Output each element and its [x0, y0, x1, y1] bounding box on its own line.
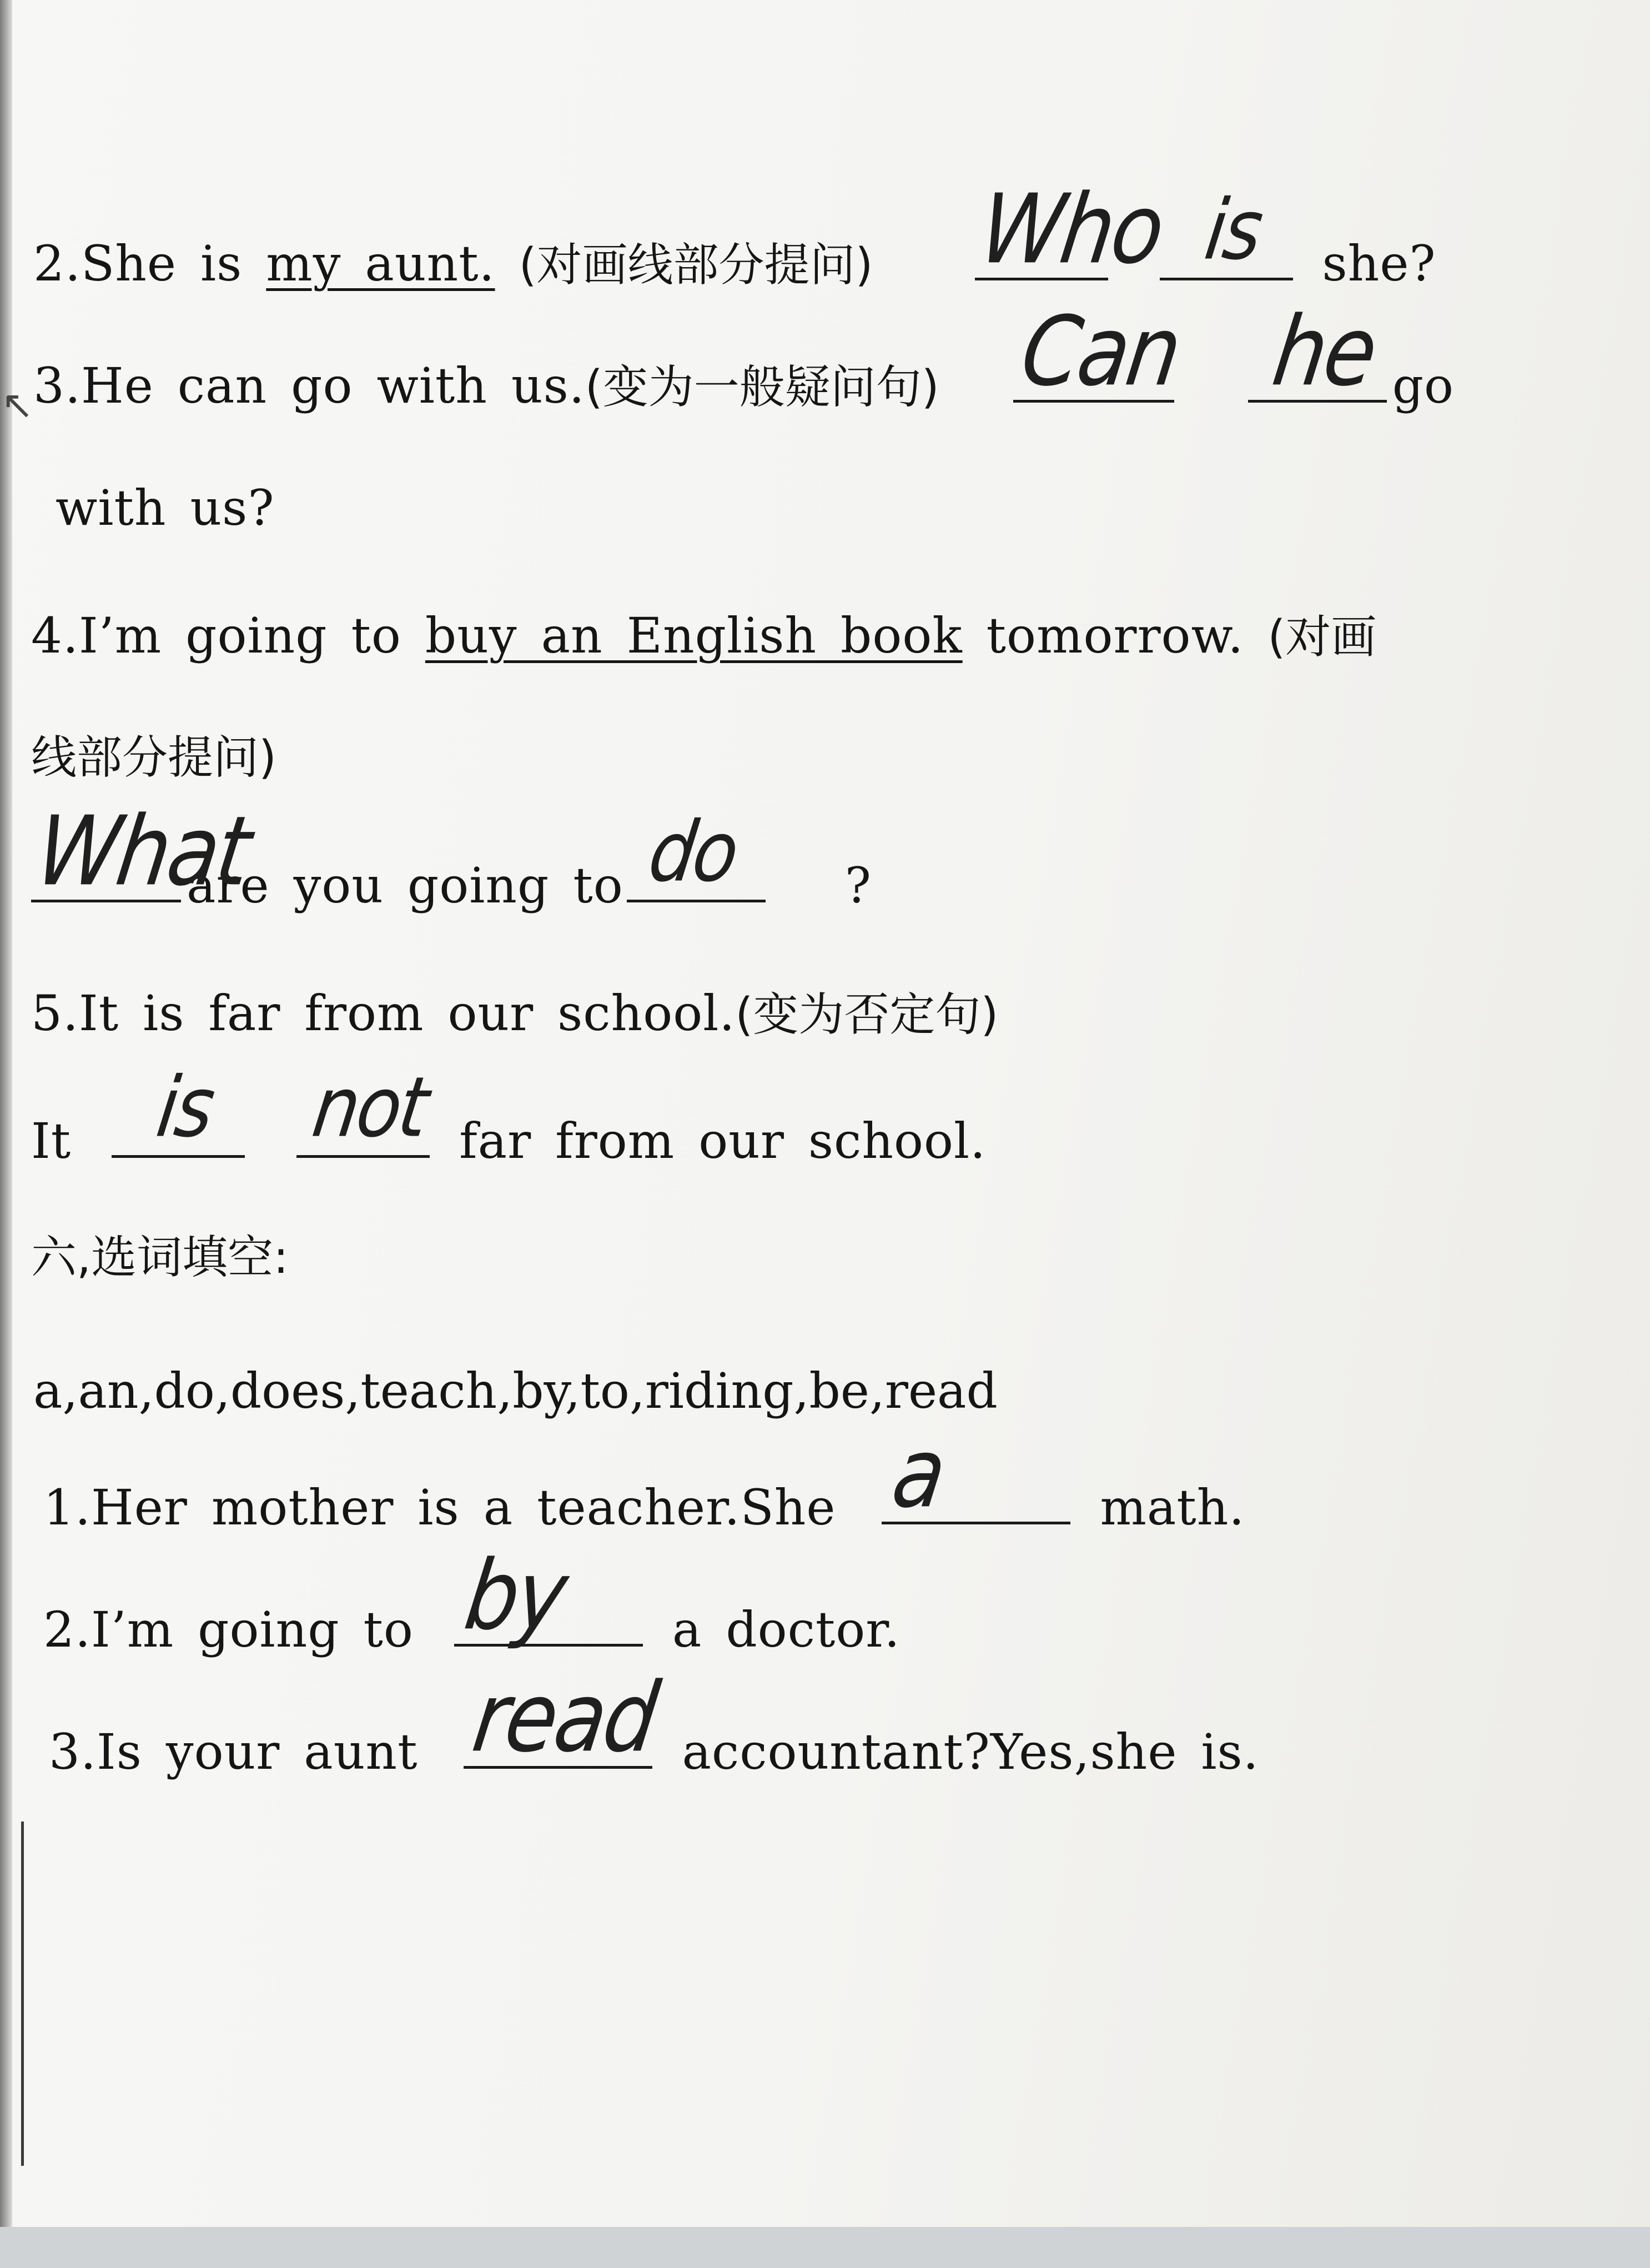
- question-number: 4.: [31, 607, 79, 664]
- handwritten-answer: is: [1199, 181, 1266, 279]
- instruction: (对画: [1267, 611, 1377, 664]
- question-text: It is far from our school.: [78, 985, 736, 1042]
- answer-blank[interactable]: [454, 1540, 643, 1652]
- question-3: [33, 296, 1454, 418]
- answer-blank[interactable]: [464, 1662, 663, 1774]
- instruction: (对画线部分提问): [519, 239, 873, 292]
- item-text: Her mother is a teacher.She: [90, 1479, 836, 1536]
- question-text: I’m going to: [78, 607, 401, 664]
- handwritten-answer: Can: [1014, 296, 1186, 408]
- section-heading: 六,选词填空:: [31, 1231, 289, 1284]
- question-mark: ?: [844, 857, 872, 914]
- answer-blank[interactable]: [1013, 296, 1186, 408]
- fill-item-1: [43, 1418, 1245, 1538]
- answer-blank[interactable]: [1248, 296, 1387, 408]
- margin-rule: [21, 1822, 24, 2166]
- answer-blank[interactable]: [1160, 181, 1293, 280]
- instruction: (变为一般疑问句): [585, 361, 939, 414]
- margin-mark: ↖: [1, 382, 34, 428]
- question-text: are you going to: [187, 857, 623, 914]
- question-text: tomorrow.: [986, 607, 1244, 664]
- item-number: 3: [49, 1723, 81, 1780]
- word-bank: a,an,do,does,teach,by,to,riding,be,read: [33, 1362, 998, 1419]
- fill-item-2: [43, 1540, 901, 1660]
- underlined-phrase: buy an English book: [425, 607, 963, 664]
- question-text: she?: [1322, 235, 1436, 292]
- question-text: He can go with us.: [81, 357, 585, 414]
- question-4: [31, 605, 1376, 668]
- item-text: a doctor.: [672, 1601, 901, 1658]
- item-text: I’m going to: [90, 1601, 414, 1658]
- answer-blank[interactable]: [112, 1058, 245, 1158]
- item-text: .Is your aunt: [81, 1723, 418, 1780]
- scan-background: [0, 2227, 1650, 2268]
- underlined-phrase: my aunt.: [266, 235, 495, 292]
- handwritten-answer: read: [466, 1662, 663, 1774]
- handwritten-answer: not: [307, 1058, 432, 1156]
- item-text: math.: [1100, 1479, 1245, 1536]
- answer-blank[interactable]: [296, 1058, 432, 1158]
- question-number: 5.: [31, 985, 79, 1042]
- question-text: She is: [81, 235, 243, 292]
- handwritten-answer: Who: [973, 174, 1169, 285]
- handwritten-answer: he: [1266, 296, 1382, 408]
- question-text: far from our school.: [459, 1112, 987, 1170]
- question-2: [33, 174, 1436, 296]
- answer-blank[interactable]: [30, 796, 256, 907]
- instruction-continued: 线部分提问): [31, 731, 276, 784]
- answer-blank[interactable]: [973, 174, 1169, 285]
- question-5: [31, 983, 998, 1046]
- answer-blank[interactable]: [627, 803, 766, 902]
- item-number: 1.: [43, 1479, 91, 1536]
- handwritten-answer: is: [152, 1058, 219, 1156]
- question-number: 2.: [33, 235, 81, 292]
- item-number: 2.: [43, 1601, 91, 1658]
- page-edge: [0, 0, 12, 2227]
- fill-item-3: [49, 1662, 1259, 1783]
- handwritten-answer: do: [643, 803, 743, 901]
- question-text: go: [1392, 357, 1454, 414]
- answer-blank[interactable]: [882, 1418, 1070, 1529]
- question-text: It: [31, 1112, 72, 1170]
- handwritten-answer: a: [886, 1418, 951, 1529]
- instruction: (变为否定句): [735, 989, 999, 1041]
- question-4-answer-line: [30, 796, 872, 916]
- item-text: accountant?Yes,she is.: [682, 1723, 1259, 1780]
- question-5-answer-line: [31, 1058, 987, 1172]
- question-3-continued: with us?: [56, 479, 275, 536]
- handwritten-answer: What: [30, 796, 256, 907]
- handwritten-answer: by: [458, 1540, 572, 1652]
- question-number: 3.: [33, 357, 81, 414]
